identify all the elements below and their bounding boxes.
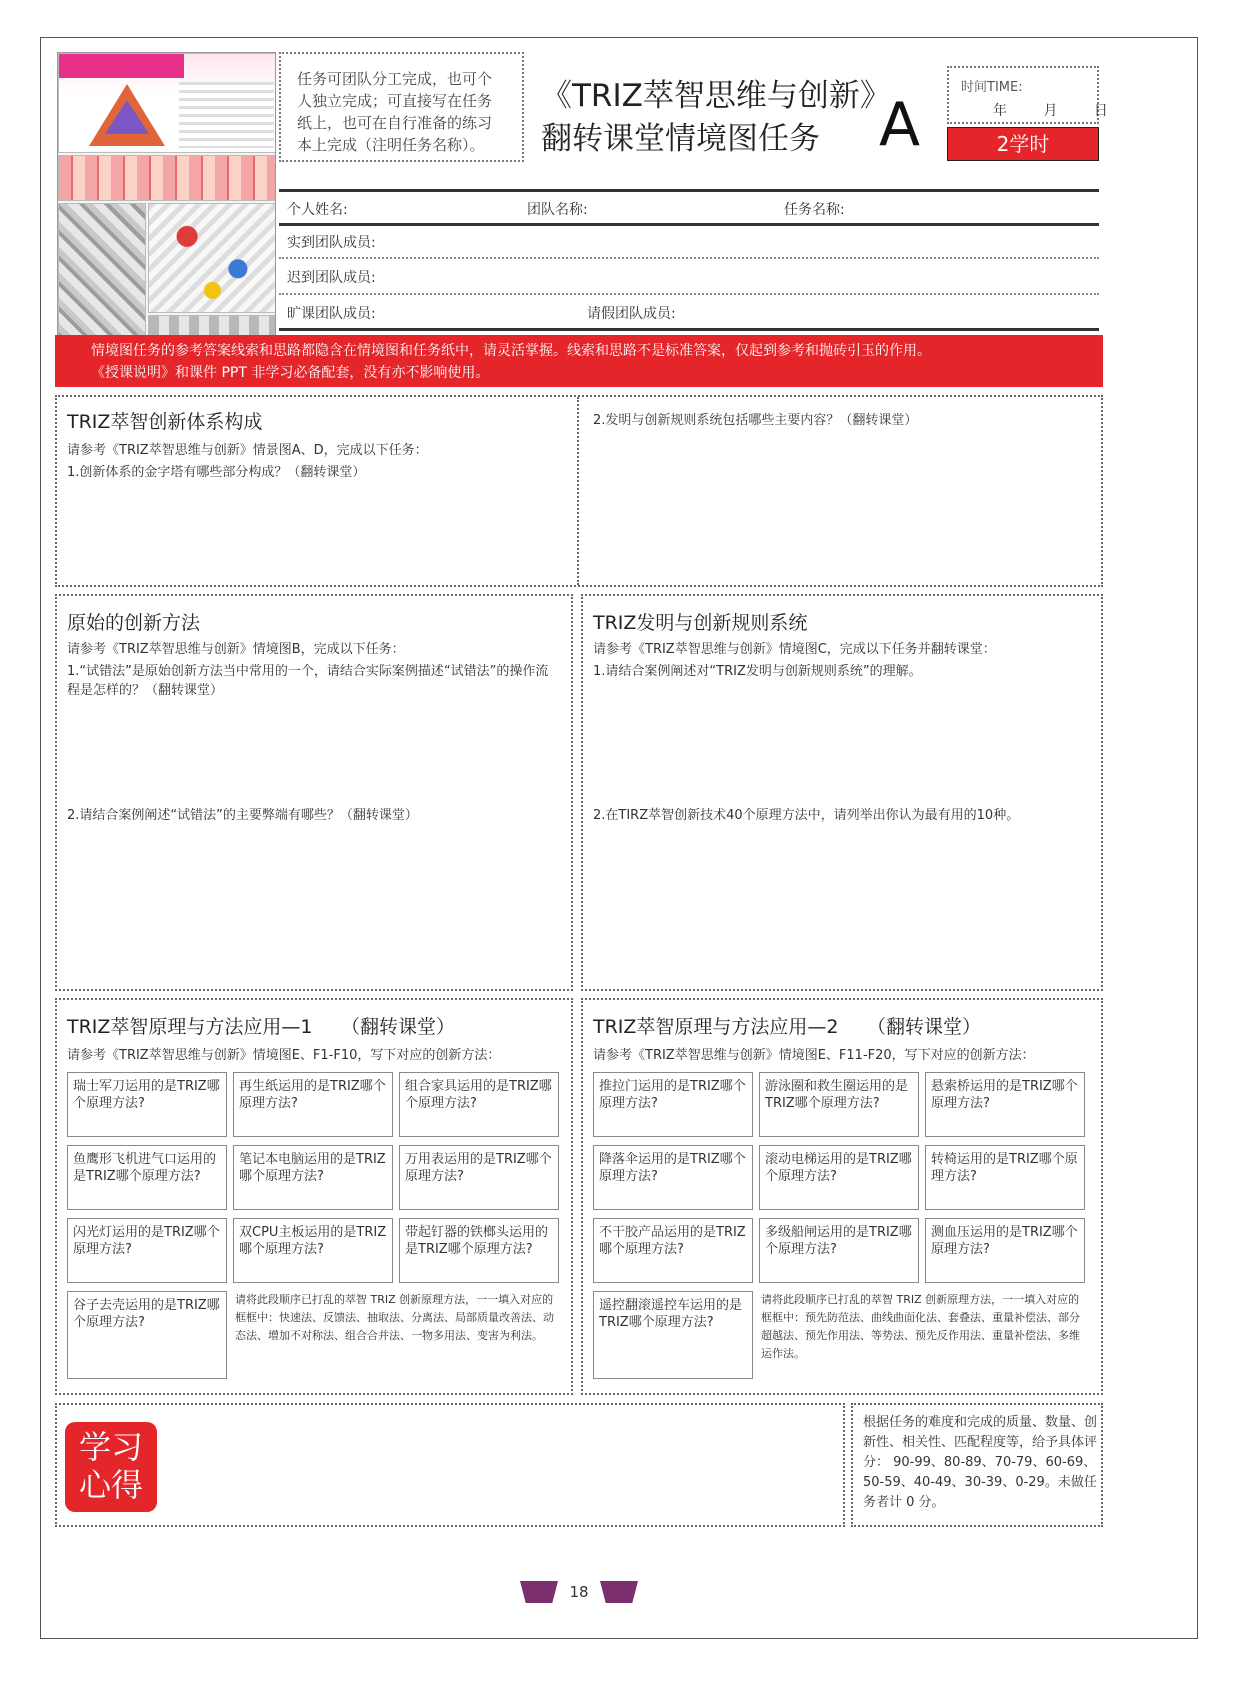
primitive-instructions: 请参考《TRIZ萃智思维与创新》情境图B，完成以下任务： xyxy=(67,642,405,657)
primitive-question-2: 2.请结合案例阐述“试错法”的主要弊端有哪些？（翻转课堂） xyxy=(67,808,418,823)
system-question-1: 1.创新体系的金字塔有哪些部分构成？（翻转课堂） xyxy=(67,465,366,480)
primitive-methods-panel xyxy=(55,594,573,991)
hours-badge: 2学时 xyxy=(947,127,1099,161)
application-2-panel xyxy=(581,998,1103,1395)
system-question-2: 2.发明与创新规则系统包括哪些主要内容？（翻转课堂） xyxy=(593,413,918,428)
answer-cell[interactable]: 瑞士军刀运用的是TRIZ哪个原理方法? xyxy=(67,1072,227,1137)
rules-title: TRIZ发明与创新规则系统 xyxy=(593,612,808,634)
pyramid-inner-shape xyxy=(105,100,149,134)
time-label: 时间TIME: xyxy=(961,80,1023,95)
worksheet-page xyxy=(40,37,1198,1639)
instruction-line: 人独立完成；可直接写在任务 xyxy=(297,92,493,110)
scoring-note: 根据任务的难度和完成的质量、数量、创新性、相关性、匹配程度等，给予具体评分： 90-99、80-89、70-79、60-69、50-59、40-49、30-39、0-29。未做任务者计 0 分。 xyxy=(863,1415,1098,1510)
reflection-badge-line: 心得 xyxy=(78,1466,143,1504)
rules-instructions: 请参考《TRIZ萃智思维与创新》情境图C，完成以下任务并翻转课堂： xyxy=(593,642,996,657)
page-tab-right xyxy=(600,1581,638,1603)
instruction-box xyxy=(279,52,524,162)
application-2-title: TRIZ萃智原理与方法应用—2 xyxy=(593,1016,839,1038)
rules-system-panel xyxy=(581,594,1103,991)
page-tab-left xyxy=(520,1581,558,1603)
instruction-line: 本上完成（注明任务名称）。 xyxy=(297,136,485,154)
primitive-title: 原始的创新方法 xyxy=(67,612,201,634)
application-2-tag: （翻转课堂） xyxy=(867,1016,982,1038)
thumbnail-pyramid xyxy=(58,53,276,153)
title-letter: A xyxy=(879,90,921,160)
team-field[interactable]: 团队名称: xyxy=(527,202,588,218)
reflection-badge-line: 学习 xyxy=(78,1428,143,1466)
panel-divider xyxy=(577,397,579,585)
answer-cell[interactable]: 闪光灯运用的是TRIZ哪个原理方法? xyxy=(67,1218,227,1283)
answer-cell[interactable]: 遥控翻滚遥控车运用的是TRIZ哪个原理方法? xyxy=(593,1291,753,1379)
reflection-panel[interactable] xyxy=(55,1403,845,1527)
instruction-line: 任务可团队分工完成，也可个 xyxy=(297,70,493,88)
answer-cell[interactable]: 笔记本电脑运用的是TRIZ哪个原理方法? xyxy=(233,1145,393,1210)
answer-cell[interactable]: 不干胶产品运用的是TRIZ哪个原理方法? xyxy=(593,1218,753,1283)
application-1-instructions: 请参考《TRIZ萃智思维与创新》情境图E、F1-F10，写下对应的创新方法： xyxy=(67,1048,501,1063)
reflection-badge xyxy=(65,1422,157,1512)
rules-question-1: 1.请结合案例阐述对“TRIZ发明与创新规则系统”的理解。 xyxy=(593,664,922,679)
notice-line: 《授课说明》和课件 PPT 非学习必备配套，没有亦不影响使用。 xyxy=(91,365,490,381)
leave-members-field[interactable]: 请假团队成员: xyxy=(587,306,676,322)
title-line-2: 翻转课堂情境图任务 xyxy=(541,121,820,157)
name-field[interactable]: 个人姓名: xyxy=(287,202,348,218)
rules-question-2: 2.在TIRZ萃智创新技术40个原理方法中，请列举出你认为最有用的10种。 xyxy=(593,808,1020,823)
instruction-line: 纸上，也可在自行准备的练习 xyxy=(297,114,493,132)
thumbnail-banner xyxy=(59,54,184,78)
answer-cell[interactable]: 游泳圈和救生圈运用的是TRIZ哪个原理方法? xyxy=(759,1072,919,1137)
answer-cell[interactable]: 谷子去壳运用的是TRIZ哪个原理方法? xyxy=(67,1291,227,1379)
application-2-instructions: 请参考《TRIZ萃智思维与创新》情境图E、F11-F20，写下对应的创新方法： xyxy=(593,1048,1035,1063)
absent-members-field[interactable]: 旷课团队成员: xyxy=(287,306,376,322)
page-number-tab xyxy=(520,1581,638,1605)
answer-cell[interactable]: 万用表运用的是TRIZ哪个原理方法? xyxy=(399,1145,559,1210)
dotted-line xyxy=(279,293,1099,295)
answer-cell[interactable]: 推拉门运用的是TRIZ哪个原理方法? xyxy=(593,1072,753,1137)
thumbnail-strip xyxy=(58,155,276,201)
rule-line xyxy=(279,223,1099,226)
title-line-1: 《TRIZ萃智思维与创新》 xyxy=(541,78,891,114)
thumbnail-objects-right xyxy=(148,203,276,313)
system-title: TRIZ萃智创新体系构成 xyxy=(67,411,263,433)
thumbnail-text-block xyxy=(179,82,274,148)
application-1-panel xyxy=(55,998,573,1395)
application-1-tag: （翻转课堂） xyxy=(341,1016,456,1038)
answer-cell[interactable]: 转椅运用的是TRIZ哪个原理方法? xyxy=(925,1145,1085,1210)
thumbnail-objects-left xyxy=(58,203,146,357)
application-2-method-list: 请将此段顺序已打乱的萃智 TRIZ 创新原理方法，一一填入对应的框框中：预先防范法、曲线曲面化法、套叠法、重量补偿法、部分超越法、预先作用法、等势法、预先反作用法、重量补偿法、多维运作法。 xyxy=(761,1293,1080,1360)
task-field[interactable]: 任务名称: xyxy=(784,202,845,218)
answer-cell[interactable]: 双CPU主板运用的是TRIZ哪个原理方法? xyxy=(233,1218,393,1283)
answer-cell[interactable]: 滚动电梯运用的是TRIZ哪个原理方法? xyxy=(759,1145,919,1210)
answer-cell[interactable]: 降落伞运用的是TRIZ哪个原理方法? xyxy=(593,1145,753,1210)
dotted-line xyxy=(279,257,1099,259)
application-1-method-list: 请将此段顺序已打乱的萃智 TRIZ 创新原理方法，一一填入对应的框框中：快速法、反馈法、抽取法、分离法、局部质量改善法、动态法、增加不对称法、组合合并法、一物多用法、变害为利法。 xyxy=(235,1293,554,1342)
answer-cell[interactable]: 悬索桥运用的是TRIZ哪个原理方法? xyxy=(925,1072,1085,1137)
date-units: 年 月 日 xyxy=(993,103,1124,119)
system-panel xyxy=(55,395,1103,587)
primitive-question-1: 1.“试错法”是原始创新方法当中常用的一个，请结合实际案例描述“试错法”的操作流程是怎样的？（翻转课堂） xyxy=(67,664,549,698)
date-box[interactable] xyxy=(947,66,1124,124)
rule-line xyxy=(279,189,1099,192)
answer-cell[interactable]: 再生纸运用的是TRIZ哪个原理方法? xyxy=(233,1072,393,1137)
answer-cell[interactable]: 组合家具运用的是TRIZ哪个原理方法? xyxy=(399,1072,559,1137)
answer-cell[interactable]: 带起钉器的铁榔头运用的是TRIZ哪个原理方法? xyxy=(399,1218,559,1283)
application-1-title: TRIZ萃智原理与方法应用—1 xyxy=(67,1016,313,1038)
late-members-field[interactable]: 迟到团队成员: xyxy=(287,270,376,286)
system-instructions: 请参考《TRIZ萃智思维与创新》情景图A、D，完成以下任务： xyxy=(67,443,428,458)
rule-line xyxy=(279,328,1099,331)
answer-cell[interactable]: 多级船闸运用的是TRIZ哪个原理方法? xyxy=(759,1218,919,1283)
present-members-field[interactable]: 实到团队成员: xyxy=(287,235,376,251)
notice-bar xyxy=(55,335,1103,387)
scenario-thumbnails xyxy=(57,52,276,357)
answer-cell[interactable]: 测血压运用的是TRIZ哪个原理方法? xyxy=(925,1218,1085,1283)
scoring-panel xyxy=(851,1403,1103,1527)
notice-line: 情境图任务的参考答案线索和思路都隐含在情境图和任务纸中，请灵活掌握。线索和思路不是标准答案，仅起到参考和抛砖引玉的作用。 xyxy=(91,343,931,359)
page-number: 18 xyxy=(569,1583,589,1601)
answer-cell[interactable]: 鱼鹰形飞机进气口运用的是TRIZ哪个原理方法? xyxy=(67,1145,227,1210)
